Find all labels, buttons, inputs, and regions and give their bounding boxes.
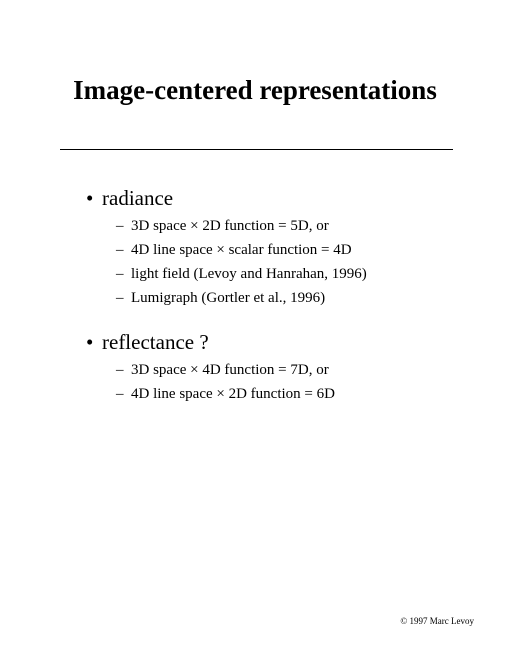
reflectance-subitems: [116, 358, 335, 406]
list-item: [116, 358, 335, 382]
list-item: [116, 382, 335, 406]
slide-title: Image-centered representations: [73, 75, 437, 105]
list-item: [116, 262, 367, 286]
bullet-heading: radiance: [102, 186, 174, 210]
list-item-text: Lumigraph (Gortler et al., 1996): [131, 290, 326, 306]
dash-marker: –: [116, 218, 124, 234]
list-item: [116, 214, 367, 238]
dash-marker: –: [116, 386, 124, 402]
bullet-reflectance: [86, 329, 209, 355]
dash-marker: –: [116, 242, 124, 258]
dash-marker: –: [116, 362, 124, 378]
bullet-marker: •: [86, 186, 94, 210]
copyright-footer: © 1997 Marc Levoy: [400, 616, 474, 626]
list-item-text: light field (Levoy and Hanrahan, 1996): [131, 266, 367, 282]
radiance-subitems: [116, 214, 367, 310]
list-item-text: 3D space × 4D function = 7D, or: [131, 362, 329, 378]
list-item-text: 3D space × 2D function = 5D, or: [131, 218, 329, 234]
title-divider: [60, 149, 453, 150]
list-item-text: 4D line space × 2D function = 6D: [131, 386, 335, 402]
bullet-heading: reflectance ?: [102, 330, 209, 354]
bullet-marker: •: [86, 330, 94, 354]
list-item-text: 4D line space × scalar function = 4D: [131, 242, 352, 258]
dash-marker: –: [116, 290, 124, 306]
bullet-radiance: [86, 185, 173, 211]
list-item: [116, 286, 367, 310]
dash-marker: –: [116, 266, 124, 282]
list-item: [116, 238, 367, 262]
